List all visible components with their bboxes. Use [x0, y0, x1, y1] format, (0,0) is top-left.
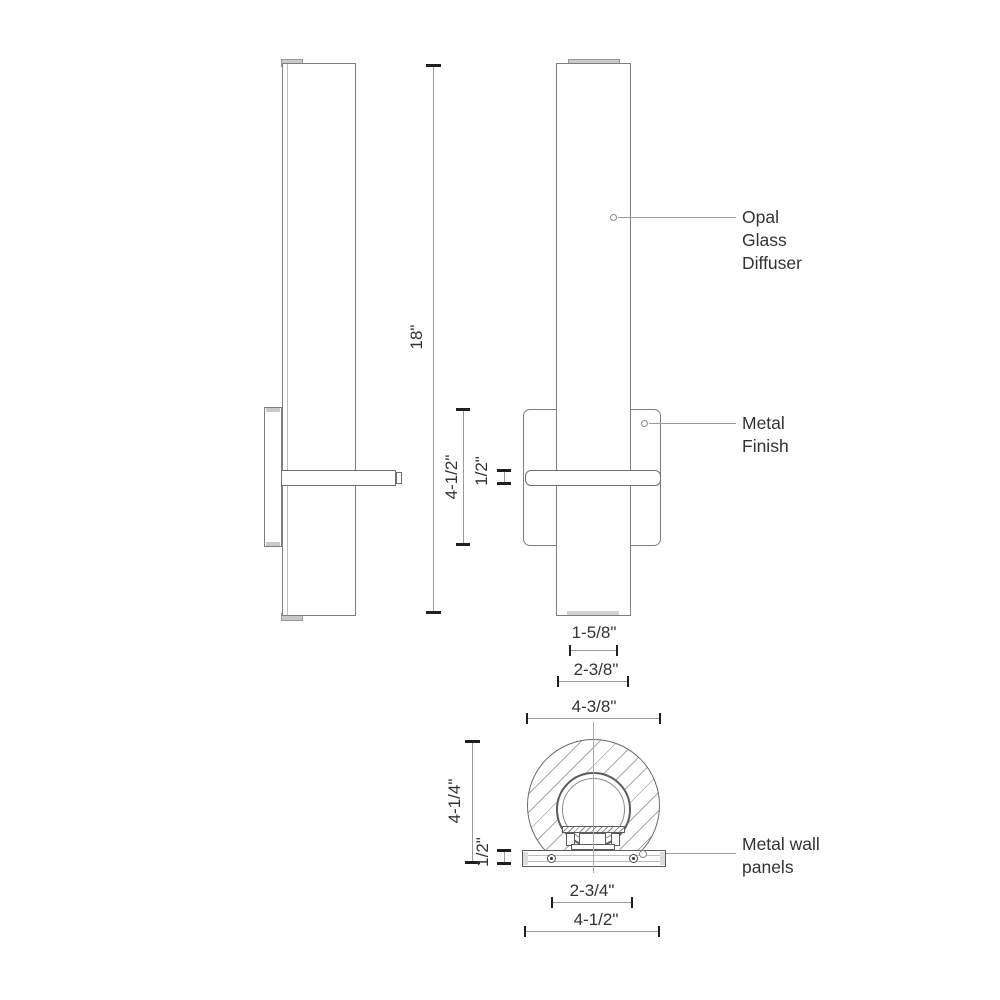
- dim-tick: [569, 645, 571, 656]
- diffuser-leader-dot: [610, 214, 617, 221]
- dim-tick: [524, 926, 526, 937]
- dim-projection-label: 4-1/4": [445, 778, 464, 824]
- dim-tick: [497, 862, 511, 865]
- front-glass-diffuser: [556, 63, 631, 616]
- dim-body-width-label: 2-3/8": [573, 660, 619, 679]
- side-glass-diffuser: [282, 63, 356, 616]
- dim-backplate-height-label: 4-1/2": [442, 454, 461, 500]
- dim-tick: [627, 676, 629, 687]
- screw-left: [547, 854, 556, 863]
- dim-line: [433, 66, 434, 613]
- dim-plate-inner-width-label: 2-3/4": [569, 881, 615, 900]
- dim-tick: [557, 676, 559, 687]
- finish-leader-line: [649, 423, 736, 424]
- dim-tick: [658, 926, 660, 937]
- wall-plate-cap-left: [523, 852, 528, 865]
- dim-tick: [631, 897, 633, 908]
- wall-plate-cap-right: [660, 852, 665, 865]
- dim-overall-height-label: 18": [407, 324, 426, 350]
- dim-tick: [426, 64, 441, 67]
- dim-plate-thickness-label: 1/2": [473, 837, 492, 867]
- dim-line: [527, 718, 660, 719]
- dim-line: [552, 902, 633, 903]
- front-diffuser-bottom-lip: [567, 611, 619, 615]
- dim-diffuser-width-label: 1-5/8": [571, 623, 617, 642]
- dim-tick: [456, 408, 470, 411]
- dim-tick: [659, 713, 661, 724]
- side-mounting-arm: [281, 470, 396, 486]
- wall-plate-line-lower: [525, 861, 663, 862]
- dim-tick: [551, 897, 553, 908]
- side-arm-end-cap: [396, 472, 402, 484]
- callout-opal-glass-diffuser: Opal Glass Diffuser: [742, 207, 802, 273]
- dim-plate-width-label: 4-1/2": [573, 910, 619, 929]
- dim-tick: [456, 543, 470, 546]
- dim-tick: [426, 611, 441, 614]
- dim-line: [570, 650, 617, 651]
- dim-tick: [616, 645, 618, 656]
- dim-tick: [497, 482, 511, 485]
- wall-panels-leader-dot: [639, 850, 647, 858]
- dim-tick: [526, 713, 528, 724]
- side-backplate: [264, 407, 282, 547]
- dim-backplate-width-label: 4-3/8": [571, 697, 617, 716]
- dim-tick: [465, 740, 480, 743]
- dim-tick: [497, 469, 511, 472]
- finish-leader-dot: [641, 420, 648, 427]
- callout-metal-finish: Metal Finish: [742, 413, 789, 456]
- diffuser-leader-line: [618, 217, 736, 218]
- callout-metal-wall-panels: Metal wall panels: [742, 834, 820, 877]
- dim-line: [463, 410, 464, 545]
- dim-line: [525, 931, 660, 932]
- side-diffuser-inner-line: [287, 64, 288, 615]
- side-backplate-cap-top: [266, 408, 280, 412]
- dim-line: [558, 681, 628, 682]
- dim-arm-thickness-label: 1/2": [472, 456, 491, 486]
- side-backplate-cap-bottom: [266, 542, 280, 546]
- dim-tick: [497, 849, 511, 852]
- screw-right: [629, 854, 638, 863]
- front-mounting-arm: [525, 470, 661, 486]
- center-line: [593, 722, 594, 873]
